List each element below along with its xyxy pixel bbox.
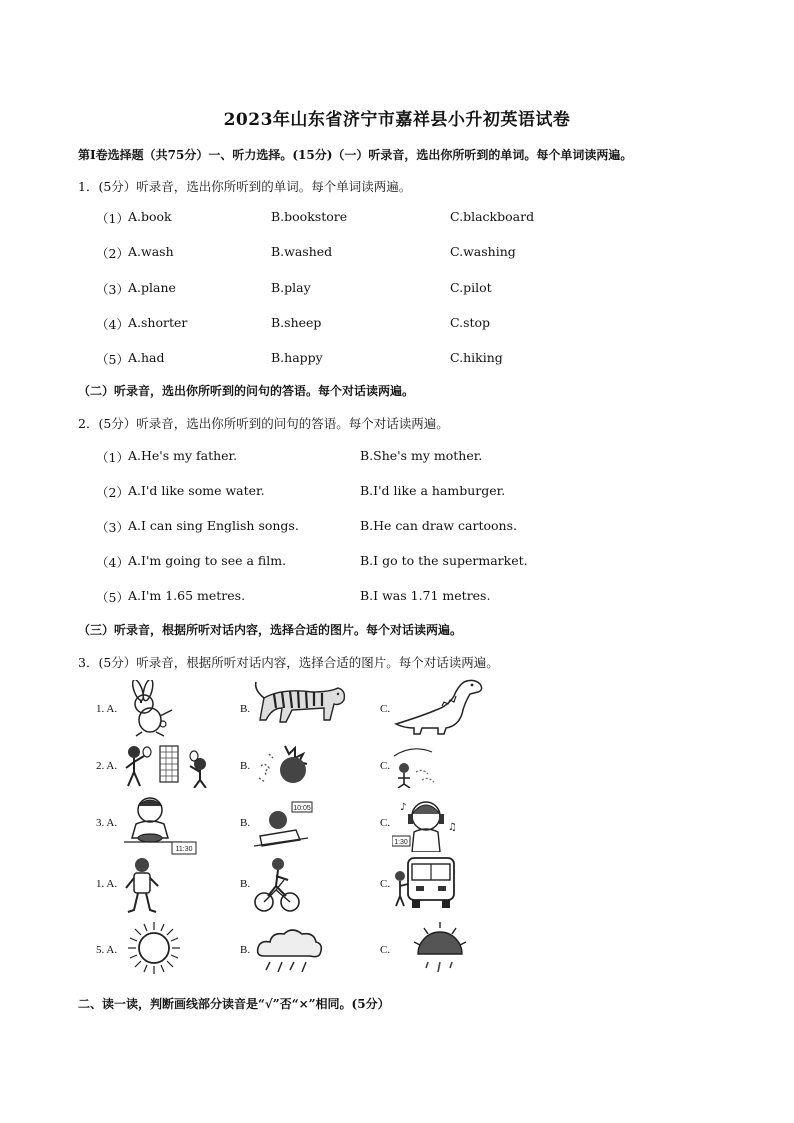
q1-option-a: A.had: [128, 350, 165, 365]
q3-label-b: B.: [240, 760, 251, 772]
page-title: 2023年山东省济宁市嘉祥县小升初英语试卷: [223, 110, 571, 130]
q3-label-a: 3. A.: [96, 817, 118, 829]
q3-label-a: 5. A.: [96, 944, 118, 956]
q1-option-a: A.shorter: [128, 315, 188, 330]
bus-picture: [392, 856, 458, 910]
q2-row-num: （4）: [96, 555, 129, 570]
q3-label-a: 2. A.: [96, 760, 118, 772]
fishing-picture: [392, 742, 448, 788]
girl-music-picture: [392, 796, 460, 852]
section3-header: （三）听录音，根据所听对话内容，选择合适的图片。每个对话读两遍。: [78, 623, 463, 637]
svg-text:♫: ♫: [448, 822, 457, 833]
rain-cloud-picture: [254, 926, 324, 976]
q2-row-num: （5）: [96, 590, 129, 605]
q1-option-b: B.washed: [271, 244, 333, 259]
q1-option-c: C.pilot: [450, 280, 492, 295]
q2-option-b: B.She's my mother.: [360, 448, 483, 463]
q1-option-a: A.plane: [128, 280, 176, 295]
q3-label-c: C.: [380, 817, 391, 829]
sun-picture: [126, 920, 182, 976]
q2-option-a: A.I can sing English songs.: [128, 518, 299, 533]
svg-text:♪: ♪: [400, 802, 407, 813]
q3-label-c: C.: [380, 703, 391, 715]
q1-row-num: （4）: [96, 317, 129, 332]
q1-row-num: （1）: [96, 211, 129, 226]
q1-option-b: B.play: [271, 280, 311, 295]
boy-studying-picture: [252, 800, 314, 852]
q1-option-a: A.book: [128, 209, 172, 224]
tiger-picture: [252, 680, 348, 724]
rabbit-picture: [120, 680, 180, 738]
q3-label-b: B.: [240, 878, 251, 890]
q3-label-c: C.: [380, 944, 391, 956]
q1-option-c: C.hiking: [450, 350, 503, 365]
q2-option-b: B.He can draw cartoons.: [360, 518, 517, 533]
sun-cloud-picture: [410, 918, 470, 978]
q1-option-c: C.stop: [450, 315, 491, 330]
q3-label-b: B.: [240, 944, 251, 956]
boy-cycling-picture: [254, 856, 300, 914]
boy-eating-picture: [122, 794, 198, 856]
q1-row-num: （2）: [96, 246, 129, 261]
q1-option-a: A.wash: [128, 244, 174, 259]
clock-label: 1:30: [394, 839, 408, 846]
q3-label-c: C.: [380, 878, 391, 890]
q2-option-a: A.I'm 1.65 metres.: [128, 588, 246, 603]
q1-option-c: C.blackboard: [450, 209, 535, 224]
q3-label-b: B.: [240, 817, 251, 829]
q2-option-b: B.I go to the supermarket.: [360, 553, 528, 568]
q2-option-a: A.He's my father.: [128, 448, 238, 463]
q2-row-num: （1）: [96, 450, 129, 465]
q2-option-a: A.I'd like some water.: [128, 483, 265, 498]
q3-label-c: C.: [380, 760, 391, 772]
q1-row-num: （3）: [96, 282, 129, 297]
q1-option-b: B.happy: [271, 350, 323, 365]
q1-row-num: （5）: [96, 352, 129, 367]
q3-label-a: 1. A.: [96, 878, 118, 890]
dinosaur-picture: [392, 676, 488, 736]
q2-stem: 2．(5分）听录音，选出你所听到的问句的答语。每个对话读两遍。: [78, 416, 449, 431]
clock-label: 11:30: [175, 846, 193, 853]
clock-label: 10:05: [293, 805, 311, 812]
q1-stem: 1．(5分）听录音，选出你所听到的单词。每个单词读两遍。: [78, 179, 412, 194]
q2-row-num: （2）: [96, 485, 129, 500]
q2-row-num: （3）: [96, 520, 129, 535]
q1-option-b: B.bookstore: [271, 209, 348, 224]
q2-option-a: A.I'm going to see a film.: [128, 553, 287, 568]
part1-header: 第I卷选择题（共75分）一、听力选择。(15分)（一）听录音，选出你所听到的单词。每个单词读两遍。: [78, 148, 633, 162]
q2-option-b: B.I'd like a hamburger.: [360, 483, 506, 498]
q1-option-c: C.washing: [450, 244, 516, 259]
q3-label-a: 1. A.: [96, 703, 118, 715]
haircut-picture: [255, 742, 315, 788]
q2-option-b: B.I was 1.71 metres.: [360, 588, 491, 603]
part2-header: 二、读一读，判断画线部分读音是“√”否“×”相同。(5分）: [78, 997, 390, 1011]
section2-header: （二）听录音，选出你所听到的问句的答语。每个对话读两遍。: [78, 384, 415, 398]
q3-stem: 3．(5分）听录音，根据所听对话内容，选择合适的图片。每个对话读两遍。: [78, 655, 499, 670]
q3-label-b: B.: [240, 703, 251, 715]
q1-option-b: B.sheep: [271, 315, 322, 330]
boy-walking-picture: [124, 856, 160, 914]
badminton-picture: [120, 740, 214, 788]
